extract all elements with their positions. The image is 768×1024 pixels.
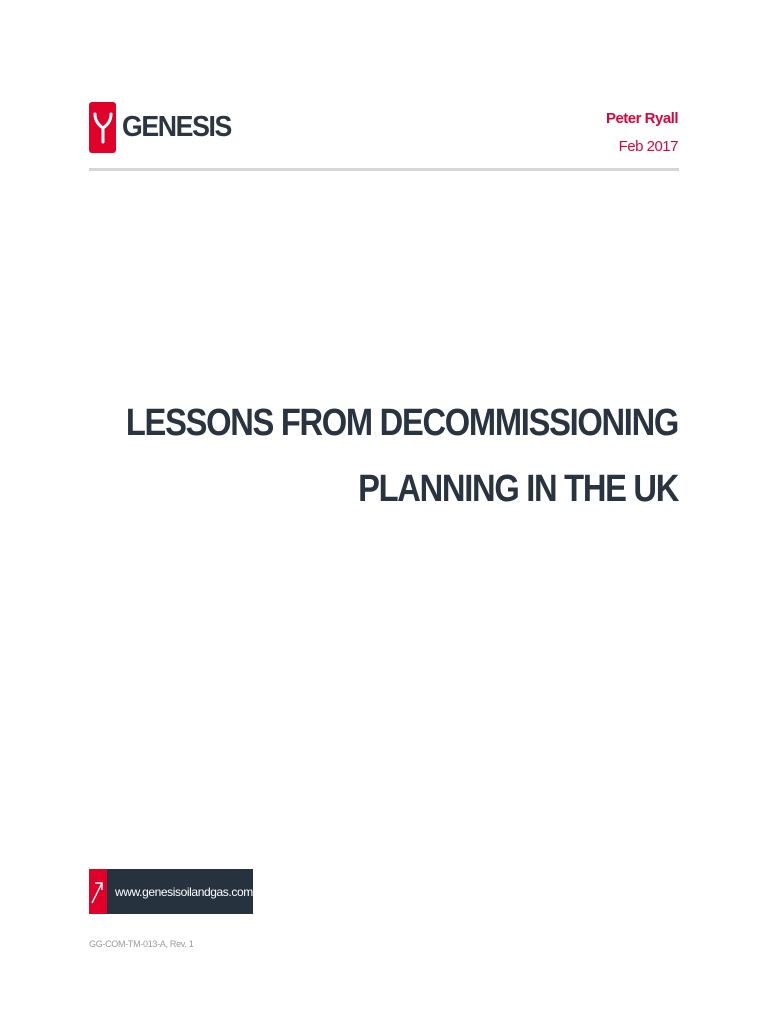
document-reference: GG-COM-TM-013-A, Rev. 1: [89, 939, 194, 949]
logo-text: GENESIS: [122, 111, 231, 143]
arrow-logo-icon: [89, 869, 107, 914]
website-link[interactable]: www.genesisoilandgas.com: [107, 869, 253, 914]
author-name: Peter Ryall: [605, 110, 678, 127]
page-title: [126, 390, 678, 522]
title-line-2: PLANNING IN THE UK: [358, 468, 678, 510]
website-banner[interactable]: [89, 869, 253, 914]
title-line-1: LESSONS FROM DECOMMISSIONING: [125, 402, 678, 444]
header-divider: [89, 168, 679, 171]
genesis-logo-icon: [89, 102, 116, 153]
genesis-logo: [89, 102, 240, 153]
presentation-date: Feb 2017: [618, 138, 678, 155]
